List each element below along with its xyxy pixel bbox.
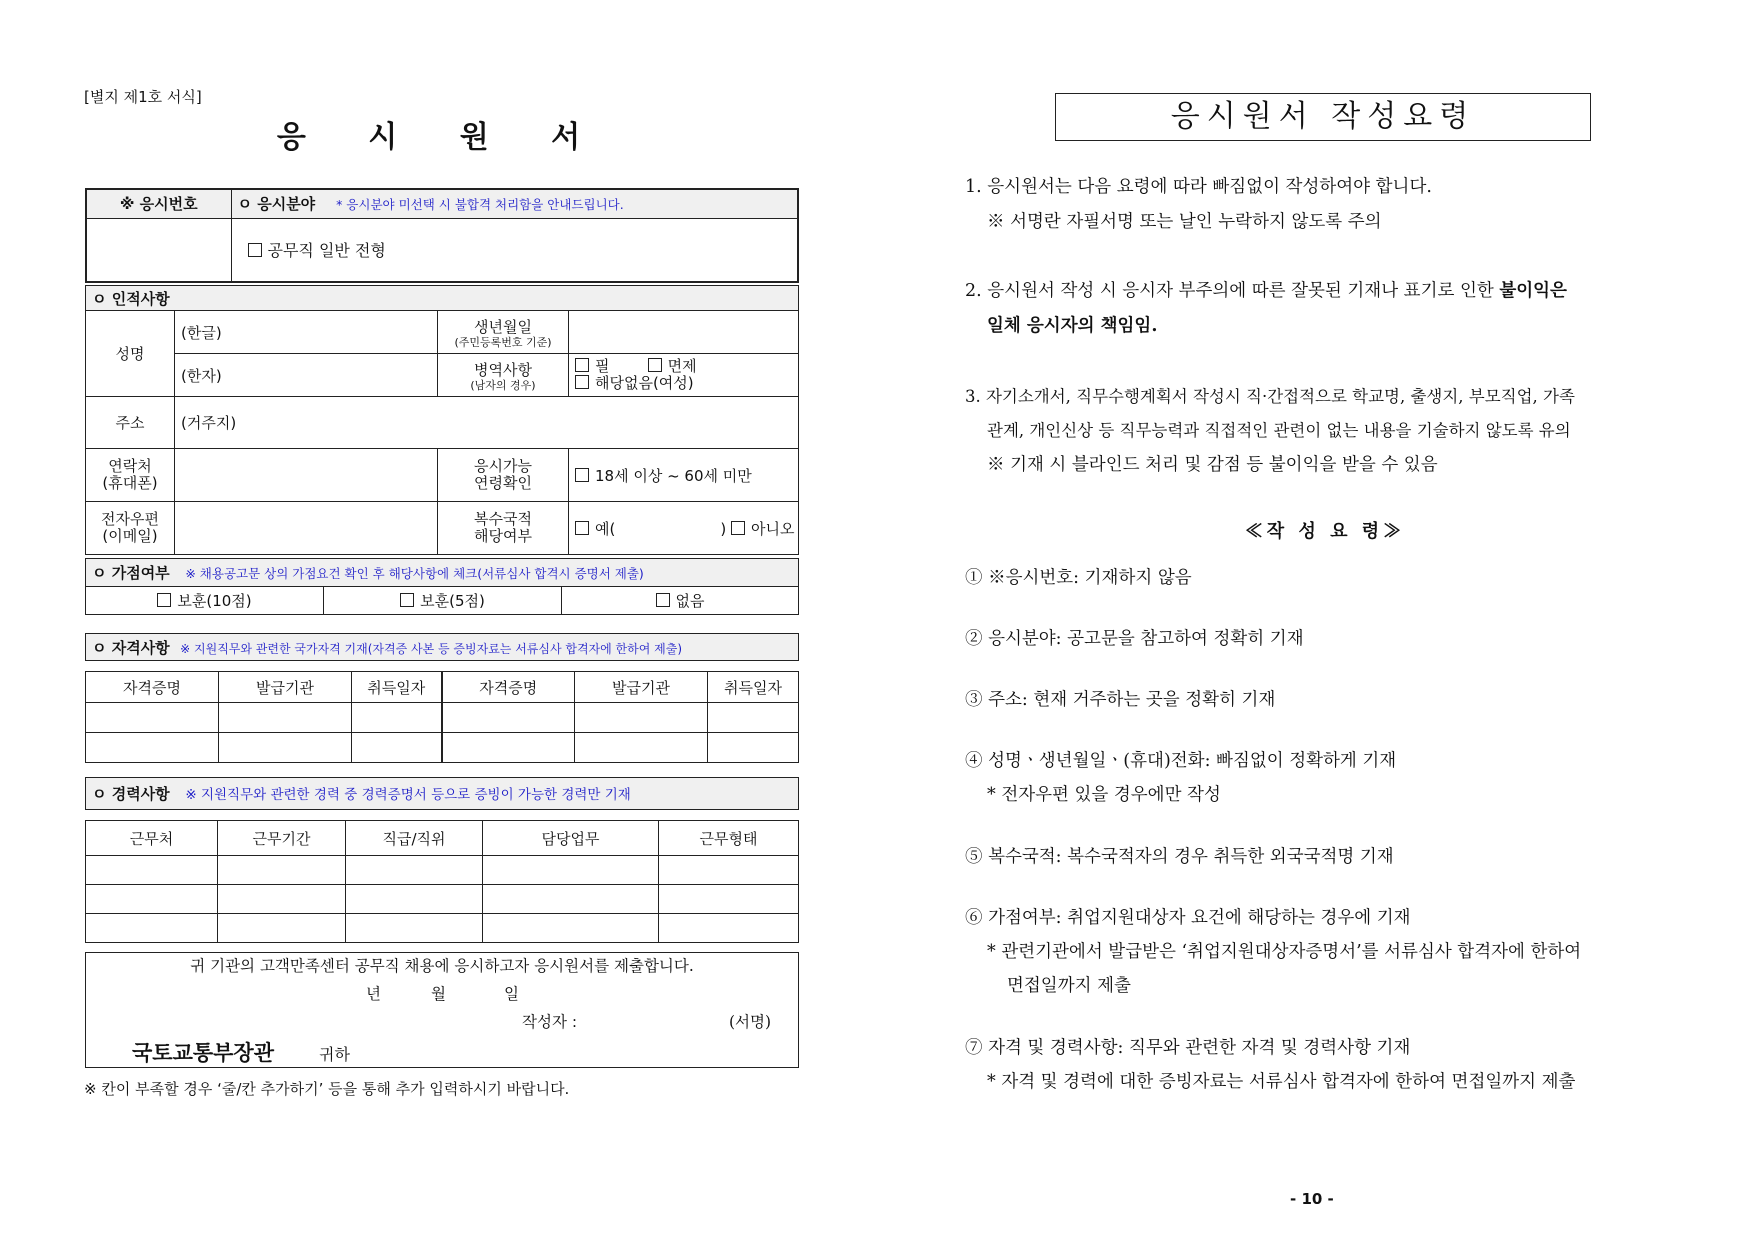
guide-subtitle: ≪작 성 요 령≫ [1244, 521, 1406, 542]
exam-field-table [85, 188, 799, 283]
military-label: 병역사항 [474, 360, 532, 379]
email-label: 전자우편 [101, 510, 159, 528]
dual-sublabel: 해당여부 [474, 527, 532, 545]
career-cell[interactable] [483, 856, 659, 885]
guide-p3: 3. 자기소개서, 직무수행계획서 작성시 직·간접적으로 학교명, 출생지, 부모직업, 가족 [965, 387, 1575, 406]
exam-field-label-cell [231, 189, 798, 218]
cert-header: 취득일자 [352, 672, 442, 703]
guide-p3-cont: 관계, 개인신상 등 직무능력과 직접적인 관련이 없는 내용을 기술하지 않도록 유의 [987, 421, 1571, 440]
birth-label-cell [438, 311, 569, 354]
bonus-label: ㅇ 가점여부 [92, 564, 170, 582]
table-row [86, 885, 799, 914]
declaration-year: 년 [366, 985, 381, 1003]
guide-p3-note: ※ 기재 시 블라인드 처리 및 감점 등 불이익을 받을 수 있음 [987, 455, 1438, 475]
guide-p1-note: ※ 서명란 자필서명 또는 날인 누락하지 않도록 주의 [987, 212, 1382, 232]
dual-no-label: 아니오 [750, 519, 795, 538]
email-input[interactable] [175, 502, 438, 555]
cert-heading [85, 633, 799, 661]
career-cell[interactable] [86, 856, 218, 885]
age-label: 응시가능 [474, 457, 532, 475]
dual-yes-close: ) [720, 519, 727, 538]
guide-p2-text: 2. 응시원서 작성 시 응시자 부주의에 따른 잘못된 기재나 표기로 인한 [965, 281, 1500, 301]
age-label-cell [438, 449, 569, 502]
recipient: 국토교통부장관 [132, 1041, 275, 1065]
page-number: - 10 - [1290, 1190, 1334, 1208]
career-header: 근무처 [86, 821, 218, 856]
checkbox-icon[interactable] [656, 593, 670, 607]
career-cell[interactable] [86, 885, 218, 914]
birth-input[interactable] [569, 311, 799, 354]
bonus-table [85, 558, 799, 615]
cert-header: 자격증명 [442, 672, 575, 703]
age-option-label: 18세 이상 ~ 60세 미만 [595, 466, 752, 485]
career-cell[interactable] [346, 885, 483, 914]
guide-item-3: ③ 주소: 현재 거주하는 곳을 정확히 기재 [965, 690, 1276, 710]
career-header: 근무기간 [218, 821, 346, 856]
career-cell[interactable] [483, 914, 659, 943]
guide-item-7: ⑦ 자격 및 경력사항: 직무와 관련한 자격 및 경력사항 기재 [965, 1038, 1411, 1058]
cert-note: ※ 지원직무와 관련한 국가자격 기재(자격증 사본 등 증빙자료는 서류심사 합격자에 한하여 제출) [180, 641, 683, 656]
military-label-cell [438, 354, 569, 397]
exam-number-input[interactable] [86, 218, 231, 282]
checkbox-icon[interactable] [400, 593, 414, 607]
guide-p2-cont: 일체 응시자의 책임임. [987, 316, 1158, 336]
table-row [86, 914, 799, 943]
dual-label: 복수국적 [474, 510, 532, 528]
cert-label: ㅇ 자격사항 [92, 638, 170, 657]
exam-field-note: * 응시분야 미선택 시 불합격 처리함을 안내드립니다. [336, 197, 624, 213]
career-table [85, 820, 799, 943]
guide-title: 응시원서 작성요령 [1055, 93, 1591, 141]
career-cell[interactable] [86, 914, 218, 943]
cert-cell[interactable] [575, 733, 708, 763]
guide-item-6-note: * 관련기관에서 발급받은 ‘취업지원대상자증명서’를 서류심사 합격자에 한하여 [987, 942, 1582, 962]
cert-cell[interactable] [86, 733, 219, 763]
cert-cell[interactable] [219, 733, 352, 763]
dual-label-cell [438, 502, 569, 555]
form-reference: [별지 제1호 서식] [84, 88, 202, 106]
writer-input[interactable] [600, 1010, 710, 1028]
career-header: 담당업무 [483, 821, 659, 856]
military-opt-exempt: 면제 [667, 357, 697, 375]
exam-number-label: ※ 응시번호 [86, 189, 231, 218]
personal-section-label: ㅇ 인적사항 [86, 286, 799, 311]
cert-cell[interactable] [352, 733, 442, 763]
age-option[interactable] [569, 449, 799, 502]
career-cell[interactable] [483, 885, 659, 914]
name-hanja-label: (한자) [181, 366, 222, 385]
checkbox-icon[interactable] [157, 593, 171, 607]
checkbox-icon[interactable] [575, 375, 589, 389]
checkbox-icon[interactable] [575, 358, 589, 372]
bonus-opt-5[interactable] [324, 587, 562, 615]
address-input[interactable] [175, 397, 799, 449]
checkbox-icon[interactable] [248, 243, 262, 257]
military-opt-done: 필 [595, 357, 610, 375]
guide-p2 [965, 274, 1685, 309]
career-header: 근무형태 [659, 821, 799, 856]
career-label-cell [86, 778, 799, 810]
cert-cell[interactable] [442, 733, 575, 763]
career-cell[interactable] [659, 856, 799, 885]
exam-field-option[interactable] [231, 218, 798, 282]
career-cell[interactable] [346, 914, 483, 943]
declaration-day: 일 [504, 985, 519, 1003]
guide-item-6-note-cont: 면접일까지 제출 [1007, 976, 1131, 996]
dual-yes-label: 예( [595, 519, 616, 538]
dual-options [569, 502, 799, 555]
career-cell[interactable] [218, 856, 346, 885]
name-hangul-input[interactable] [175, 311, 438, 354]
birth-sublabel: (주민등록번호 기준) [454, 335, 552, 349]
page-title: 응 시 원 서 [276, 120, 607, 155]
career-cell[interactable] [218, 914, 346, 943]
guide-item-4: ④ 성명ㆍ생년월일ㆍ(휴대)전화: 빠짐없이 정확하게 기재 [965, 751, 1397, 771]
career-note: ※ 지원직무와 관련한 경력 중 경력증명서 등으로 증빙이 가능한 경력만 기재 [185, 787, 631, 803]
cert-cell[interactable] [352, 703, 442, 733]
cert-cell[interactable] [708, 733, 799, 763]
military-options [569, 354, 799, 397]
bonus-opt-10[interactable] [86, 587, 324, 615]
name-hangul-label: (한글) [181, 323, 222, 342]
table-row [86, 733, 799, 763]
cert-cell[interactable] [86, 703, 219, 733]
personal-info-table [85, 285, 799, 555]
cert-cell[interactable] [219, 703, 352, 733]
contact-label: 연락처 [108, 457, 152, 475]
military-sublabel: (남자의 경우) [470, 378, 536, 392]
guide-item-4-note: * 전자우편 있을 경우에만 작성 [987, 785, 1221, 805]
guide-item-1: ① ※응시번호: 기재하지 않음 [965, 568, 1192, 588]
career-cell[interactable] [659, 885, 799, 914]
guide-p2-bold: 불이익은 [1499, 281, 1567, 301]
bonus-opt-5-label: 보훈(5점) [420, 592, 485, 610]
name-hanja-input[interactable] [175, 354, 438, 397]
name-label: 성명 [86, 311, 175, 397]
guide-item-2: ② 응시분야: 공고문을 참고하여 정확히 기재 [965, 629, 1304, 649]
bonus-label-cell [86, 559, 799, 587]
career-label: ㅇ 경력사항 [92, 785, 170, 803]
contact-input[interactable] [175, 449, 438, 502]
career-heading [85, 777, 799, 810]
contact-sublabel: (휴대폰) [102, 474, 158, 492]
recipient-honorific: 귀하 [319, 1045, 350, 1064]
checkbox-icon[interactable] [575, 468, 589, 482]
military-opt-na: 해당없음(여성) [595, 374, 694, 392]
address-label: 주소 [86, 397, 175, 449]
contact-label-cell [86, 449, 175, 502]
table-row [86, 703, 799, 733]
checkbox-icon[interactable] [648, 358, 662, 372]
writer-label: 작성자 : [522, 1013, 578, 1031]
cert-table [85, 671, 799, 763]
cert-header: 발급기관 [575, 672, 708, 703]
declaration-month: 월 [431, 985, 446, 1003]
checkbox-icon[interactable] [575, 521, 589, 535]
exam-field-option-label: 공무직 일반 전형 [267, 241, 386, 261]
career-cell[interactable] [346, 856, 483, 885]
career-header: 직급/직위 [346, 821, 483, 856]
address-placeholder: (거주지) [181, 414, 237, 432]
bonus-opt-none[interactable] [562, 587, 799, 615]
cert-cell[interactable] [575, 703, 708, 733]
bonus-note: ※ 채용공고문 상의 가점요건 확인 후 해당사항에 체크(서류심사 합격시 증명서 제출) [185, 566, 644, 581]
cert-header: 자격증명 [86, 672, 219, 703]
birth-label: 생년월일 [474, 317, 532, 336]
guide-item-5: ⑤ 복수국적: 복수국적자의 경우 취득한 외국국적명 기재 [965, 847, 1394, 867]
guide-item-6: ⑥ 가점여부: 취업지원대상자 요건에 해당하는 경우에 기재 [965, 908, 1411, 928]
bonus-opt-10-label: 보훈(10점) [177, 592, 252, 610]
cert-cell[interactable] [708, 703, 799, 733]
age-sublabel: 연령확인 [474, 474, 532, 492]
email-label-cell [86, 502, 175, 555]
guide-item-7-note: * 자격 및 경력에 대한 증빙자료는 서류심사 합격자에 한하여 면접일까지 제출 [987, 1072, 1576, 1092]
declaration-text: 귀 기관의 고객만족센터 공무직 채용에 응시하고자 응시원서를 제출합니다. [190, 957, 694, 975]
career-cell[interactable] [659, 914, 799, 943]
cert-cell[interactable] [442, 703, 575, 733]
signature-label: (서명) [729, 1013, 772, 1031]
footer-note: ※ 칸이 부족할 경우 ‘줄/칸 추가하기’ 등을 통해 추가 입력하시기 바랍니다. [84, 1080, 570, 1098]
bonus-opt-none-label: 없음 [675, 592, 705, 610]
declaration-box [85, 952, 799, 1068]
guide-p1: 1. 응시원서는 다음 요령에 따라 빠짐없이 작성하여야 합니다. [965, 177, 1432, 197]
table-row [86, 856, 799, 885]
cert-label-cell [86, 634, 799, 661]
cert-header: 발급기관 [219, 672, 352, 703]
checkbox-icon[interactable] [731, 521, 745, 535]
email-sublabel: (이메일) [102, 527, 158, 545]
career-cell[interactable] [218, 885, 346, 914]
cert-header: 취득일자 [708, 672, 799, 703]
exam-field-label: ㅇ 응시분야 [237, 195, 316, 214]
